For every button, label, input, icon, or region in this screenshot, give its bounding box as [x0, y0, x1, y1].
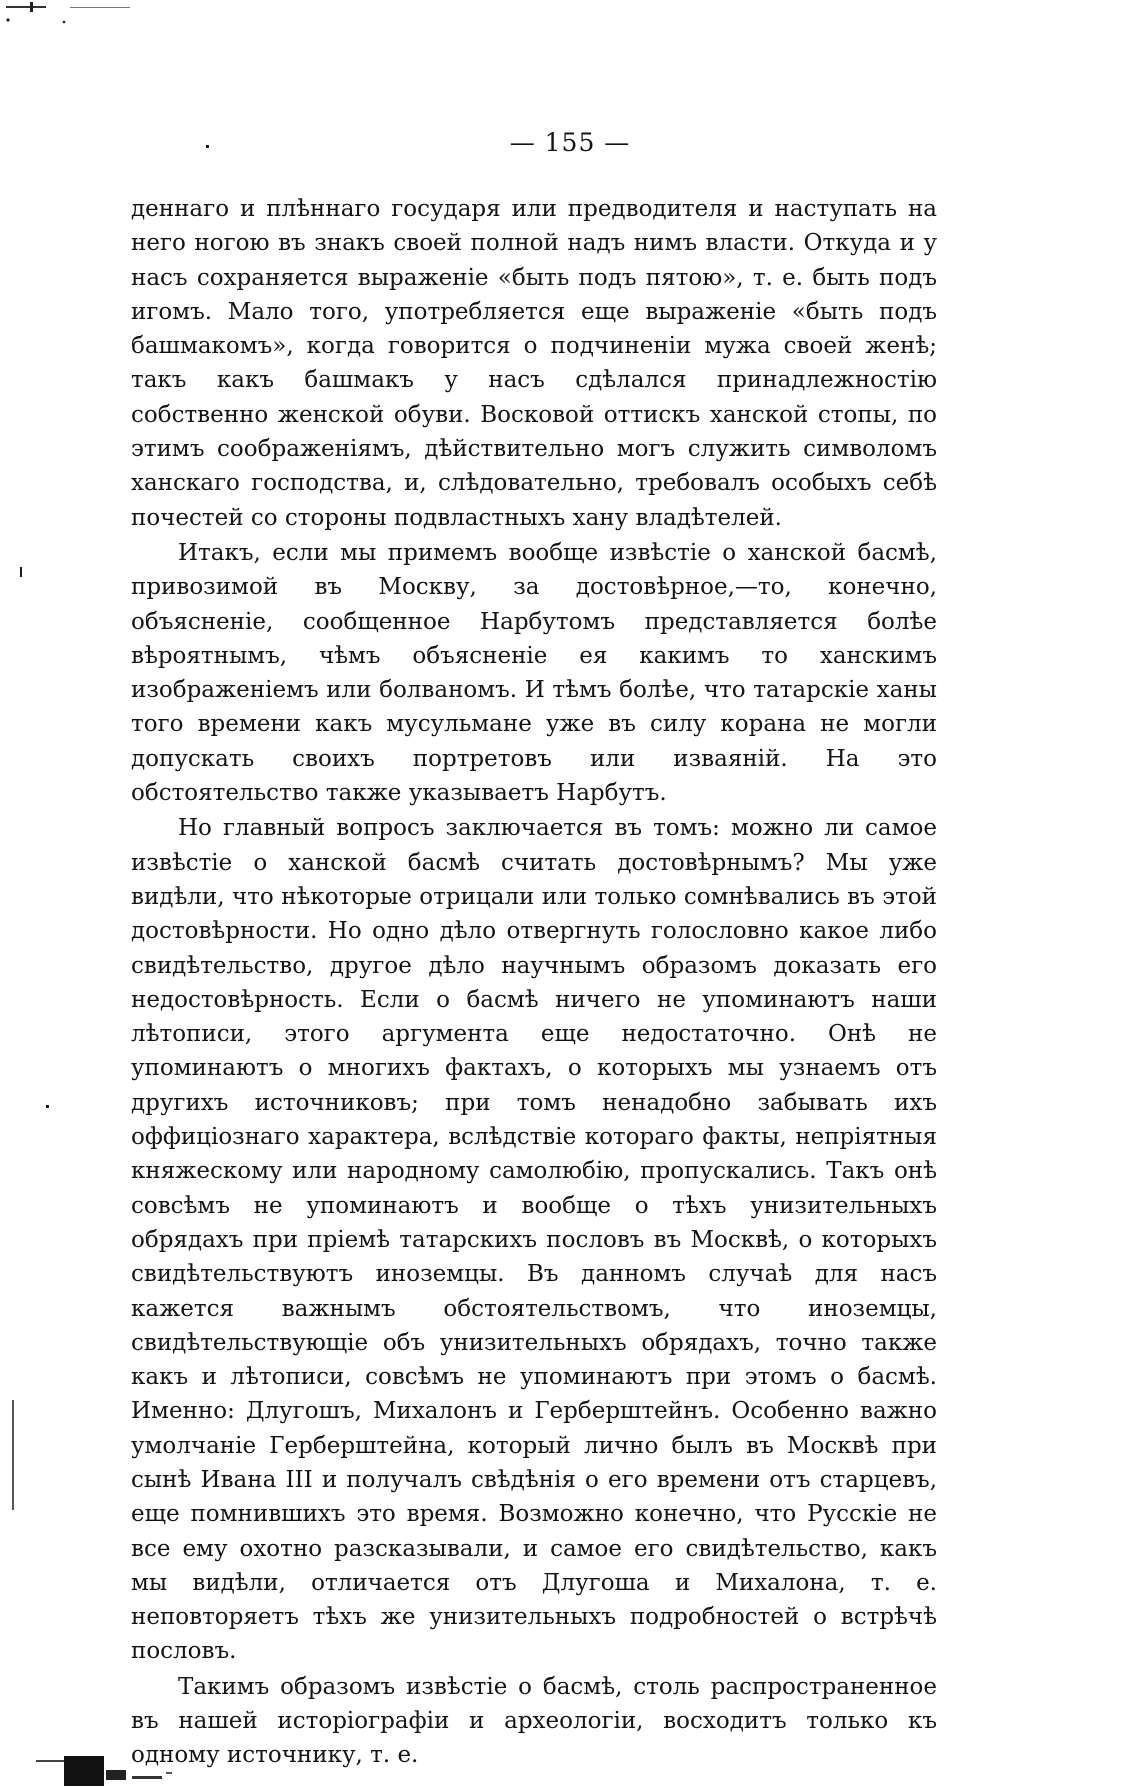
paragraph: Итакъ, если мы примемъ вообще извѣстіе о ханской басмѣ, привозимой въ Москву, за достовѣрное,—то, конечно, объясненіе, сообщенное Нарбутомъ представляется болѣе вѣроятнымъ, чѣмъ объясненіе ея какимъ то ханскимъ изображеніемъ или болваномъ. И тѣмъ болѣе, что татарскіе ханы того времени какъ мусульмане уже въ силу корана не могли допускать своихъ портретовъ или изваяній. На это обстоятельство также указываетъ Нарбутъ.	[131, 539, 937, 807]
scan-speck	[46, 1105, 49, 1108]
scan-speck	[20, 567, 22, 577]
page-number: — 155 —	[509, 128, 631, 157]
body-text	[131, 192, 937, 1773]
scan-artifact-bottom	[36, 1752, 206, 1788]
scan-artifact-top	[0, 0, 150, 30]
paragraph: деннаго и плѣннаго государя или предводителя и наступать на него ногою въ знакъ своей полной надъ нимъ власти. Откуда и у насъ сохраняется выраженіе «быть подъ пятою», т. е. быть подъ игомъ. Мало того, употребляется еще выраженіе «быть подъ башмакомъ», когда говорится о подчиненіи мужа своей женѣ; такъ какъ башмакъ у насъ сдѣлался принадлежностію собственно женской обуви. Восковой оттискъ ханской стопы, по этимъ соображеніямъ, дѣйствительно могъ служить символомъ ханскаго господства, и, слѣдовательно, требовалъ особыхъ себѣ почестей со стороны подвластныхъ хану владѣтелей.	[131, 196, 937, 531]
paragraph: Такимъ образомъ извѣстіе о басмѣ, столь распространенное въ нашей исторіографіи и археологіи, восходитъ только къ одному источнику, т. е.	[131, 1673, 937, 1769]
scan-speck	[12, 1400, 14, 1510]
paragraph: Но главный вопросъ заключается въ томъ: можно ли самое извѣстіе о ханской басмѣ считать достовѣрнымъ? Мы уже видѣли, что нѣкоторые отрицали или только сомнѣвались въ этой достовѣрности. Но одно дѣло отвергнуть голословно какое либо свидѣтельство, другое дѣло научнымъ образомъ доказать его недостовѣрность. Если о басмѣ ничего не упоминаютъ наши лѣтописи, этого аргумента еще недостаточно. Онѣ не упоминаютъ о многихъ фактахъ, о которыхъ мы узнаемъ отъ другихъ источниковъ; при томъ ненадобно забывать ихъ оффиціознаго характера, вслѣдствіе котораго факты, непріятныя княжескому или народному самолюбію, пропускались. Такъ онѣ совсѣмъ не упоминаютъ и вообще о тѣхъ унизительныхъ обрядахъ при пріемѣ татарскихъ пословъ въ Москвѣ, о которыхъ свидѣтельствуютъ иноземцы. Въ данномъ случаѣ для насъ кажется важнымъ обстоятельствомъ, что иноземцы, свидѣтельствующіе объ унизительныхъ обрядахъ, точно также какъ и лѣтописи, совсѣмъ не упоминаютъ при этомъ о басмѣ. Именно: Длугошъ, Михалонъ и Герберштейнъ. Особенно важно умолчаніе Герберштейна, который лично былъ въ Москвѣ при сынѣ Ивана III и получалъ свѣдѣнія о его времени отъ старцевъ, еще помнившихъ это время. Возможно конечно, что Русскіе не все ему охотно разсказывали, и самое его свидѣтельство, какъ мы видѣли, отличается отъ Длугоша и Михалона, т. е. неповторяетъ тѣхъ же унизительныхъ подробностей о встрѣчѣ пословъ.	[131, 815, 937, 1665]
